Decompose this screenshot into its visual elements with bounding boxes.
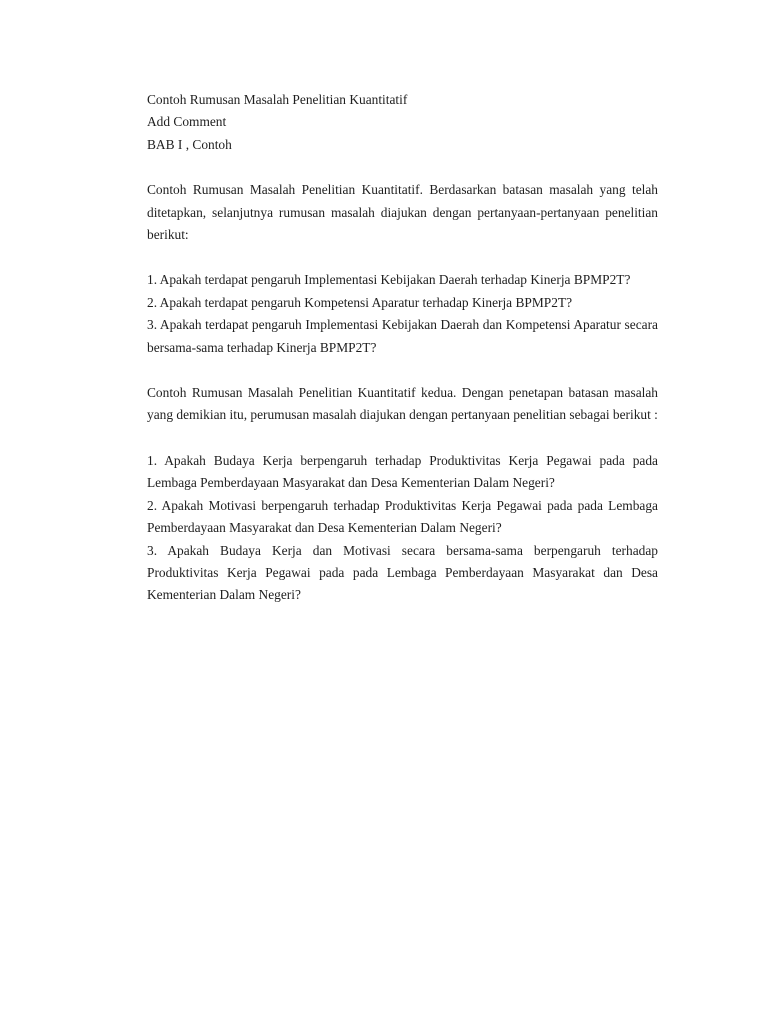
spacer bbox=[147, 156, 658, 179]
spacer bbox=[147, 246, 658, 269]
section2-item-1: 1. Apakah Budaya Kerja berpengaruh terhadap Produktivitas Kerja Pegawai pada pada Lembaga Pemberdayaan Masyarakat dan Desa Kementerian Dalam Negeri? bbox=[147, 452, 658, 491]
section2-intro: Contoh Rumusan Masalah Penelitian Kuantitatif kedua. Dengan penetapan batasan masalah yang demikian itu, perumusan masalah diajukan dengan pertanyaan penelitian sebagai berikut : bbox=[147, 385, 658, 423]
section1-item-1: 1. Apakah terdapat pengaruh Implementasi Kebijakan Daerah terhadap Kinerja BPMP2T? bbox=[147, 272, 631, 288]
section2-item-3: 3. Apakah Budaya Kerja dan Motivasi secara bersama-sama berpengaruh terhadap Produktivitas Kerja Pegawai pada pada Lembaga Pemberdayaan Masyarakat dan Desa Kementerian Dalam Negeri? bbox=[147, 542, 658, 603]
document-title: Contoh Rumusan Masalah Penelitian Kuantitatif bbox=[147, 92, 408, 107]
spacer bbox=[147, 359, 658, 382]
add-comment-link[interactable]: Add Comment bbox=[147, 114, 227, 130]
section2-item-2: 2. Apakah Motivasi berpengaruh terhadap Produktivitas Kerja Pegawai pada pada Lembaga Pemberdayaan Masyarakat dan Desa Kementerian Dalam Negeri? bbox=[147, 497, 658, 536]
post-labels: BAB I , Contoh bbox=[147, 136, 232, 152]
spacer bbox=[147, 427, 658, 450]
section1-item-3: 3. Apakah terdapat pengaruh Implementasi Kebijakan Daerah dan Kompetensi Aparatur secara bersama-sama terhadap Kinerja BPMP2T? bbox=[147, 317, 658, 355]
document-page bbox=[147, 89, 658, 607]
section1-intro: Contoh Rumusan Masalah Penelitian Kuantitatif. Berdasarkan batasan masalah yang telah ditetapkan, selanjutnya rumusan masalah diajukan dengan pertanyaan-pertanyaan penelitian berikut: bbox=[147, 182, 658, 243]
section1-item-2: 2. Apakah terdapat pengaruh Kompetensi Aparatur terhadap Kinerja BPMP2T? bbox=[147, 294, 573, 310]
